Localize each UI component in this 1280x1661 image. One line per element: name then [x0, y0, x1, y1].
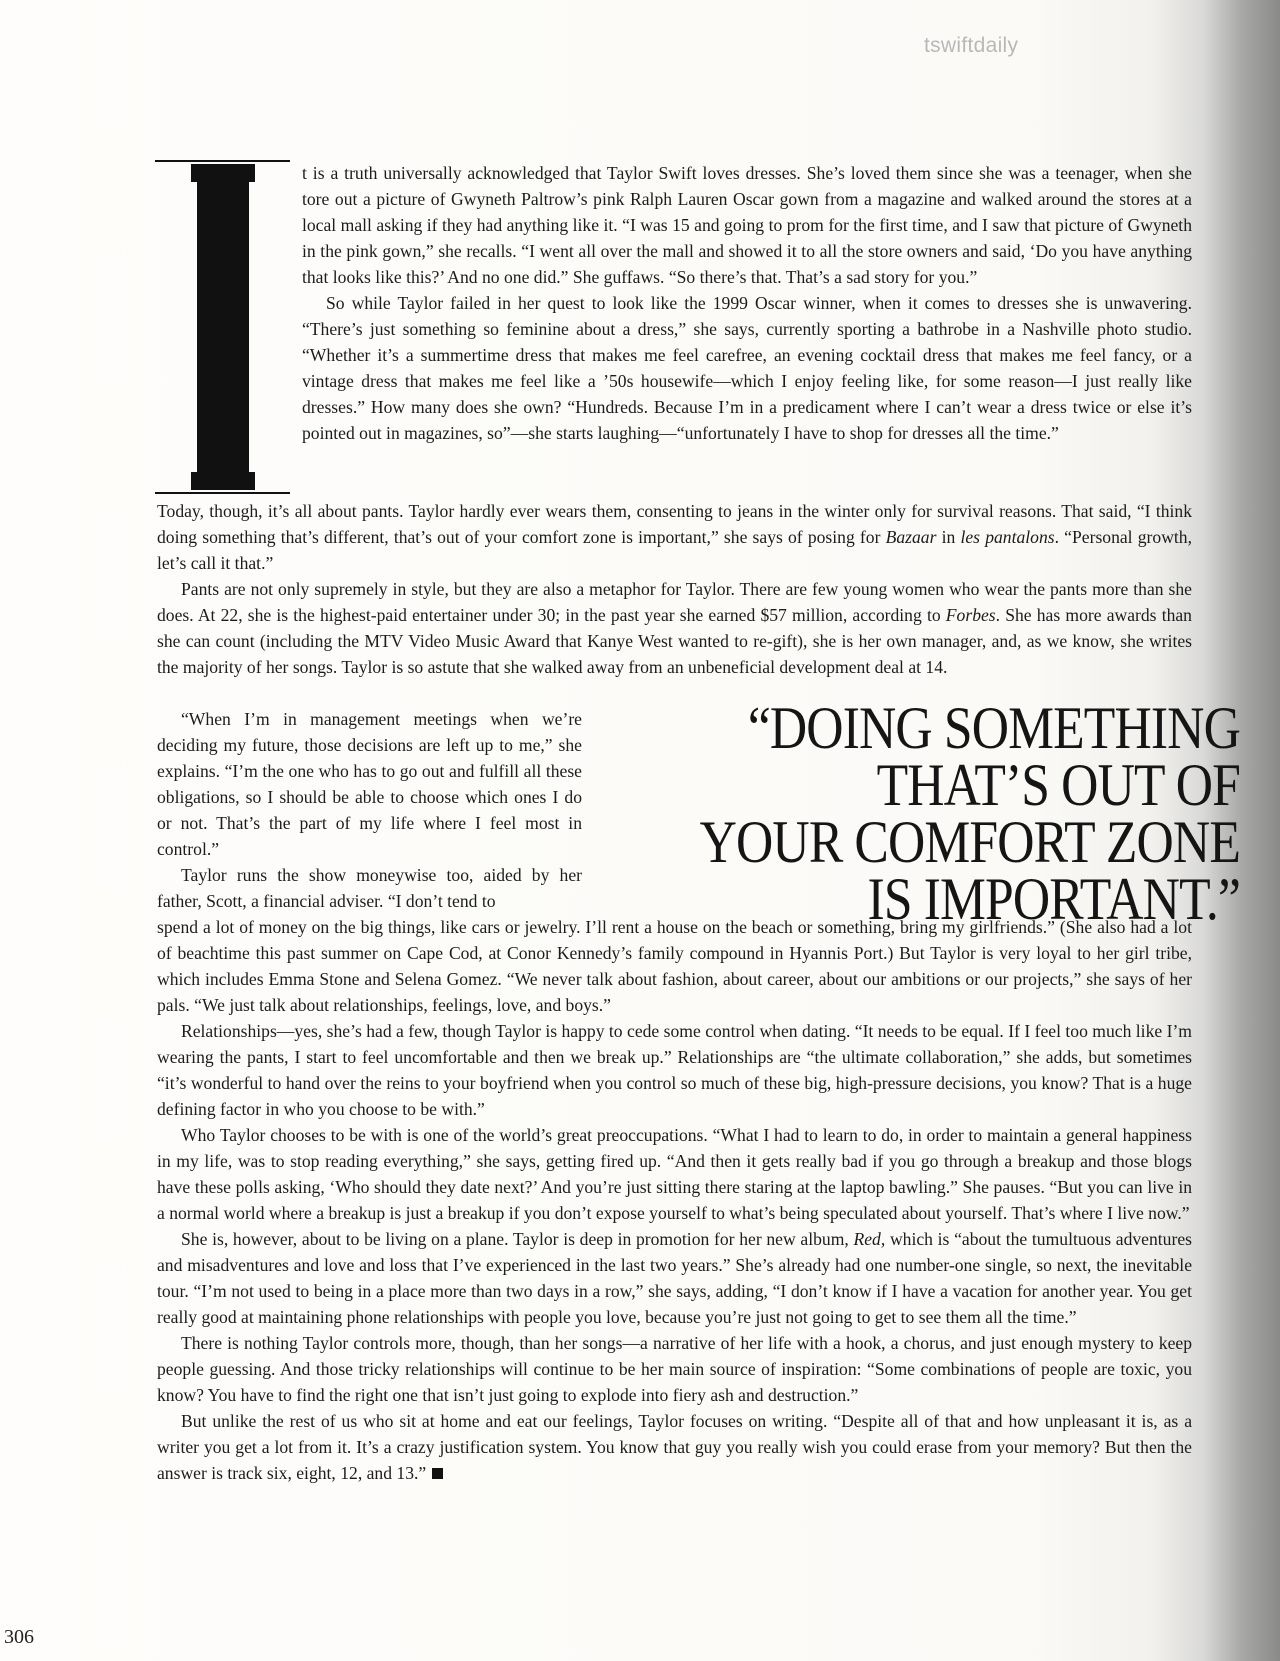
- intro-paragraph-1: t is a truth universally acknowledged that Taylor Swift loves dresses. She’s loved them since she was a teenager, when she tore out a picture of Gwyneth Paltrow’s pink Ralph Lauren Oscar gown from a magazine and walked around the stores at a local mall asking if they had anything like it. “I was 15 and going to prom for the first time, and I saw that picture of Gwyneth in the pink gown,” she recalls. “I went all over the mall and showed it to all the store owners and said, ‘Do you have anything that looks like this?’ And no one did.” She guffaws. “So there’s that. That’s a sad story for you.”: [302, 163, 1192, 287]
- end-mark-icon: [432, 1468, 443, 1479]
- watermark: tswiftdaily: [924, 34, 1019, 57]
- section-2-paragraph-5: There is nothing Taylor controls more, though, than her songs—a narrative of her life with a hook, a chorus, and just enough mystery to keep people guessing. And those tricky relationships will continue to be her main source of inspiration: “Some combinations of people are toxic, you know? You have to find the right one that isn’t just going to explode into fiery ash and destruction.”: [157, 1333, 1192, 1405]
- drop-cap-glyph: [197, 164, 249, 490]
- section-2-paragraph-3: Who Taylor chooses to be with is one of the world’s great preoccupations. “What I had to learn to do, in order to maintain a general happiness in my life, was to stop reading everything,” she says, getting fired up. “And then it gets really bad if you go through a breakup and those blogs have these polls asking, ‘Who should they date next?’ And you’re just sitting there staring at the laptop bawling.” She pauses. “But you can live in a normal world where a breakup is just a breakup if you don’t expose yourself to what’s being speculated about yourself. That’s where I live now.”: [157, 1125, 1192, 1223]
- red-album-italic: Red,: [853, 1229, 886, 1249]
- pull-quote-line-3: YOUR COMFORT ZONE: [699, 809, 1240, 875]
- drop-cap-bottom-rule: [155, 492, 290, 494]
- left-column-paragraph-2: Taylor runs the show moneywise too, aided by her father, Scott, a financial adviser. “I don’t tend to: [157, 865, 582, 911]
- forbes-italic: Forbes: [945, 605, 996, 625]
- left-column: [157, 706, 582, 914]
- section-1-paragraph-2: Pants are not only supremely in style, but they are also a metaphor for Taylor. There are few young women who wear the pants more than she does. At 22, she is the highest-paid entertainer under 30; in the past year she earned $57 million, according to Forbes. She has more awards than she can count (including the MTV Video Music Award that Kanye West wanted to re-gift), she is her own manager, and, as we know, she writes the majority of her songs. Taylor is so astute that she walked away from an unbeneficial development deal at 14.: [157, 579, 1192, 677]
- drop-cap: [155, 160, 290, 494]
- drop-cap-letter: [155, 160, 156, 161]
- pull-quote-line-4: IS IMPORTANT.”: [867, 866, 1240, 932]
- section-2-paragraph-4: She is, however, about to be living on a plane. Taylor is deep in promotion for her new album, Red, which is “about the tumultuous adventures and misadventures and love and loss that I’ve experienced in the last two years.” She’s already had one number-one single, so next, the inevitable tour. “I’m not used to being in a place more than two days in a row,” she says, adding, “I don’t know if I have a vacation for another year. You get really good at maintaining phone relationships with people you love, because you’re just not going to get to see them all the time.”: [157, 1229, 1192, 1327]
- pull-quote: [681, 695, 1240, 932]
- section-2-paragraph-6: But unlike the rest of us who sit at home and eat our feelings, Taylor focuses on writing. “Despite all of that and how unpleasant it is, as a writer you get a lot from it. It’s a crazy justification system. You know that guy you really wish you could erase from your memory? But then the answer is track six, eight, 12, and 13.”: [157, 1411, 1192, 1483]
- section-2: [157, 914, 1192, 1486]
- intro-column: [302, 160, 1192, 446]
- pull-quote-line-2: THAT’S OUT OF: [876, 752, 1240, 818]
- section-1-paragraph-1: Today, though, it’s all about pants. Taylor hardly ever wears them, consenting to jeans in the winter only for survival reasons. That said, “I think doing something that’s different, that’s out of your comfort zone is important,” she says of posing for Bazaar in les pantalons. “Personal growth, let’s call it that.”: [157, 501, 1192, 573]
- drop-cap-top-rule: [155, 160, 290, 162]
- intro-paragraph-2: So while Taylor failed in her quest to look like the 1999 Oscar winner, when it comes to dresses she is unwavering. “There’s just something so feminine about a dress,” she says, currently sporting a bathrobe in a Nashville photo studio. “Whether it’s a summertime dress that makes me feel carefree, an evening cocktail dress that makes me feel fancy, or a vintage dress that makes me feel like a ’50s housewife—which I enjoy feeling like, for some reason—I just really like dresses.” How many does she own? “Hundreds. Because I’m in a predicament where I can’t wear a dress twice or else it’s pointed out in magazines, so”—she starts laughing—“unfortunately I have to shop for dresses all the time.”: [302, 293, 1192, 443]
- pull-quote-line-1: “DOING SOMETHING: [747, 695, 1240, 761]
- left-column-paragraph-1: “When I’m in management meetings when we’re deciding my future, those decisions are left up to me,” she explains. “I’m the one who has to go out and fulfill all these obligations, so I should be able to choose which ones I do or not. That’s the part of my life where I feel most in control.”: [157, 709, 582, 859]
- page-number: 306: [4, 1626, 34, 1648]
- section-2-paragraph-2: Relationships—yes, she’s had a few, though Taylor is happy to cede some control when dating. “It needs to be equal. If I feel too much like I’m wearing the pants, I start to feel uncomfortable and then we break up.” Relationships are “the ultimate collaboration,” she adds, but sometimes “it’s wonderful to hand over the reins to your boyfriend when you control so much of these big, high-pressure decisions, you know? That is a huge defining factor in who you choose to be with.”: [157, 1021, 1192, 1119]
- bazaar-italic: Bazaar: [885, 527, 937, 547]
- les-pantalons-italic: les pantalons: [960, 527, 1055, 547]
- section-1: [157, 498, 1192, 680]
- section-2-paragraph-1: spend a lot of money on the big things, like cars or jewelry. I’ll rent a house on the beach or something, bring my girlfriends.” (She also had a lot of beachtime this past summer on Cape Cod, at Conor Kennedy’s family compound in Hyannis Port.) But Taylor is very loyal to her girl tribe, which includes Emma Stone and Selena Gomez. “We never talk about fashion, about career, about our ambitions or our projects,” she says of her pals. “We just talk about relationships, feelings, love, and boys.”: [157, 917, 1192, 1015]
